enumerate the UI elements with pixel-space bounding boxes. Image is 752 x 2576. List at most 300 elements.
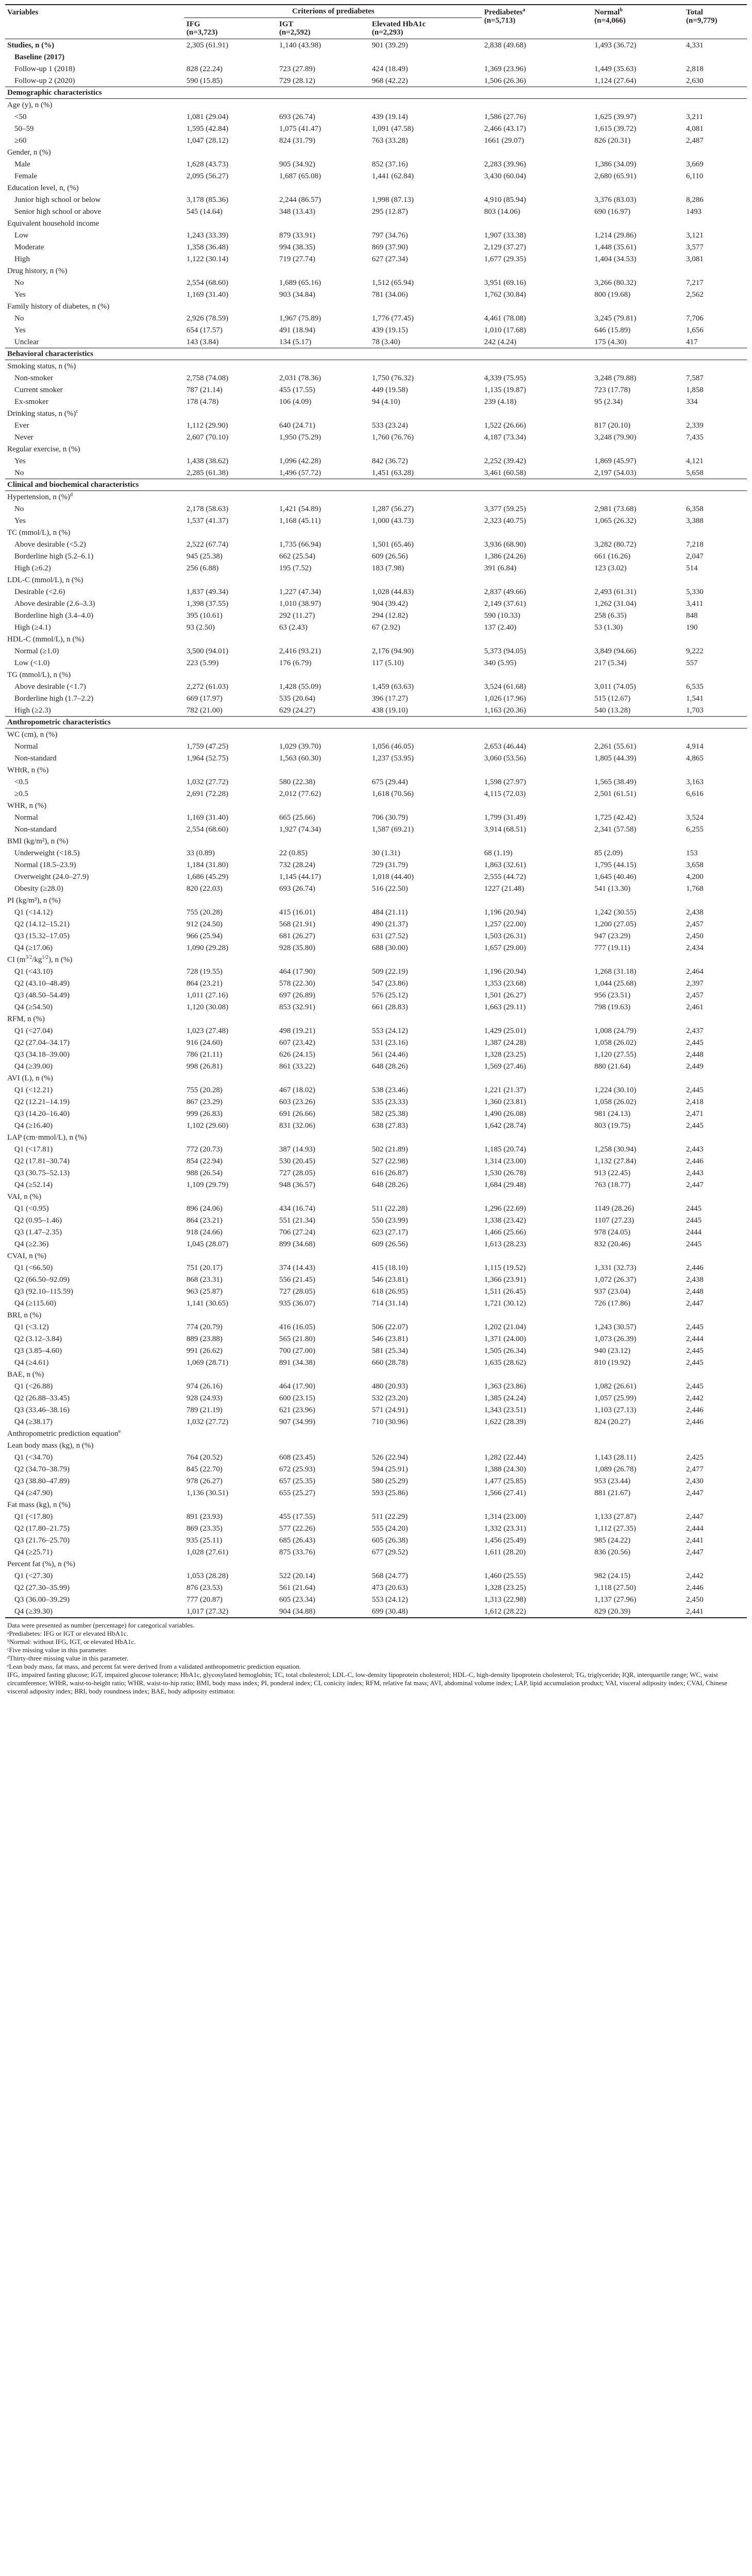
value-cell: 1,140 (43.98) <box>279 41 321 49</box>
value-cell: 6,535 <box>686 682 704 691</box>
variable-label-text: Q4 (≥54.50) <box>14 1003 53 1011</box>
value-cell <box>482 51 592 63</box>
value-cell: 4,910 (85.94) <box>484 195 526 204</box>
value-cell <box>277 835 370 847</box>
value-cell <box>184 954 277 965</box>
value-cell: 1,096 (42.28) <box>279 456 321 465</box>
variable-label-text: Gender, n (%) <box>7 148 51 157</box>
value-cell: 880 (21.64) <box>594 1062 631 1071</box>
variable-label-text: <50 <box>14 112 27 121</box>
value-cell <box>592 574 684 586</box>
variable-label <box>5 1416 184 1428</box>
variable-label <box>5 598 184 609</box>
value-cell: 968 (42.22) <box>372 76 408 85</box>
value-cell: 891 (23.93) <box>186 1512 223 1521</box>
value-cell: 868 (23.31) <box>186 1275 223 1284</box>
variable-label-text: Unclear <box>14 337 39 346</box>
value-cell: 535 (20.64) <box>279 694 315 703</box>
variable-label <box>5 965 184 977</box>
variable-label-text: Q3 (36.00–39.29) <box>14 1595 70 1604</box>
value-cell <box>370 51 482 63</box>
variable-label-text: 50–59 <box>14 124 34 133</box>
variable-label-text: AVI (L), n (%) <box>7 1074 53 1082</box>
group-row <box>5 1191 747 1202</box>
footnote-line: Data were presented as number (percentage) for categorical variables. <box>7 1621 195 1629</box>
value-cell: 3,163 <box>686 777 704 786</box>
variable-label-text: Above desirable (2.6–3.3) <box>14 599 95 608</box>
table-row <box>5 538 747 550</box>
value-cell: 1,163 (20.36) <box>484 706 526 715</box>
value-cell: 3,849 (94.66) <box>594 647 637 655</box>
value-cell: 1,386 (24.26) <box>484 552 526 561</box>
table-row <box>5 372 747 384</box>
value-cell: 1,135 (19.87) <box>484 385 526 394</box>
variable-label <box>5 1013 184 1025</box>
value-cell <box>482 894 592 906</box>
value-cell <box>482 443 592 455</box>
table-row <box>5 170 747 182</box>
table-row <box>5 1404 747 1416</box>
value-cell: 1,184 (31.80) <box>186 860 229 869</box>
value-cell: 340 (5.95) <box>484 658 517 667</box>
value-cell: 3,178 (85.36) <box>186 195 229 204</box>
variable-label <box>5 277 184 289</box>
value-cell: 728 (19.55) <box>186 967 223 976</box>
variable-label-text: Q1 (<43.10) <box>14 967 53 976</box>
value-cell: 2,555 (44.72) <box>484 872 526 881</box>
value-cell <box>482 574 592 586</box>
variable-label <box>5 123 184 134</box>
table-row <box>5 1605 747 1618</box>
value-cell <box>684 408 747 419</box>
value-cell <box>684 99 747 111</box>
value-cell: 1,332 (23.31) <box>484 1524 526 1533</box>
value-cell: 2445 <box>686 1204 702 1213</box>
table-row <box>5 704 747 717</box>
value-cell: 916 (24.60) <box>186 1038 223 1047</box>
value-cell: 1,196 (20.94) <box>484 967 526 976</box>
value-cell: 1,103 (27.13) <box>594 1405 637 1414</box>
variable-label <box>5 871 184 883</box>
variable-label <box>5 1357 184 1368</box>
value-cell: 1,045 (28.07) <box>186 1240 229 1248</box>
value-cell: 600 (23.15) <box>279 1394 315 1402</box>
value-cell <box>482 527 592 538</box>
variable-label <box>5 146 184 158</box>
value-cell: 1,725 (42.42) <box>594 813 637 822</box>
group-row <box>5 1131 747 1143</box>
value-cell: 1,618 (70.56) <box>372 789 414 798</box>
table-row <box>5 918 747 930</box>
value-cell: 2,176 (94.90) <box>372 647 414 655</box>
value-cell: 646 (15.89) <box>594 326 631 334</box>
value-cell: 928 (24.93) <box>186 1394 223 1402</box>
variable-label-text: Q3 (34.18–39.00) <box>14 1050 70 1059</box>
variable-label <box>5 431 184 443</box>
value-cell: 905 (34.92) <box>279 160 315 168</box>
value-cell: 498 (19.21) <box>279 1026 315 1035</box>
variable-label-text: Follow-up 2 (2020) <box>14 76 75 85</box>
value-cell <box>184 1013 277 1025</box>
value-cell: 1,338 (23.42) <box>484 1216 526 1225</box>
header-span-row <box>5 5 747 18</box>
value-cell: 786 (21.11) <box>186 1050 223 1059</box>
value-cell: 1,428 (55.09) <box>279 682 321 691</box>
value-cell: 464 (17.90) <box>279 1382 315 1391</box>
variable-label <box>5 1570 184 1582</box>
value-cell: 787 (21.14) <box>186 385 223 394</box>
variable-label-text: Q2 (43.10–48.49) <box>14 979 70 988</box>
value-cell: 1,398 (37.55) <box>186 599 229 608</box>
value-cell <box>684 1191 747 1202</box>
value-cell <box>482 669 592 681</box>
value-cell: 556 (21.45) <box>279 1275 315 1284</box>
value-cell: 1,759 (47.25) <box>186 742 229 751</box>
value-cell: 1,805 (44.39) <box>594 754 637 762</box>
value-cell: 3,430 (60.04) <box>484 172 526 180</box>
value-cell: 7,706 <box>686 314 704 323</box>
group-row <box>5 360 747 372</box>
value-cell: 535 (23.33) <box>372 1097 408 1106</box>
table-row <box>5 562 747 574</box>
value-cell <box>482 1309 592 1321</box>
value-cell: 657 (25.35) <box>279 1477 315 1485</box>
value-cell: 1,622 (28.39) <box>484 1417 526 1426</box>
value-cell <box>277 1131 370 1143</box>
value-cell: 1,169 (31.40) <box>186 813 229 822</box>
value-cell: 2,441 <box>684 1605 747 1618</box>
value-cell: 1,750 (76.32) <box>372 374 414 382</box>
value-cell: 1,768 <box>686 884 704 893</box>
variable-label <box>5 1191 184 1202</box>
variable-label <box>5 788 184 800</box>
variable-label <box>5 1143 184 1155</box>
value-cell: 582 (25.38) <box>372 1109 408 1118</box>
value-cell <box>277 527 370 538</box>
value-cell: 577 (22.26) <box>279 1524 315 1533</box>
variable-label-text: Q3 (1.47–2.35) <box>14 1228 62 1236</box>
value-cell: 800 (19.68) <box>594 290 631 299</box>
variable-label-text: Q4 (≥17.06) <box>14 943 53 952</box>
value-cell: 681 (26.27) <box>279 931 315 940</box>
table-row <box>5 1463 747 1475</box>
value-cell: 2,445 <box>686 1382 704 1391</box>
value-cell: 515 (12.67) <box>594 694 631 703</box>
value-cell: 732 (28.24) <box>279 860 315 869</box>
value-cell: 1,386 (34.09) <box>594 160 637 168</box>
value-cell: 1,058 (26.02) <box>594 1097 637 1106</box>
value-cell: 3,081 <box>686 255 704 263</box>
value-cell: 2,448 <box>686 1287 704 1296</box>
variable-label <box>5 1048 184 1060</box>
value-cell <box>592 1013 684 1025</box>
value-cell: 1,863 (32.61) <box>484 860 526 869</box>
value-cell: 9,222 <box>686 647 704 655</box>
variable-label-text: TC (mmol/L), n (%) <box>7 528 71 537</box>
value-cell <box>482 265 592 277</box>
value-cell: 2,464 <box>686 967 704 976</box>
table-row <box>5 609 747 621</box>
value-cell: 2,425 <box>686 1453 704 1462</box>
value-cell: 1,762 (30.84) <box>484 290 526 299</box>
value-cell: 3,248 (79.88) <box>594 374 637 382</box>
table-row <box>5 1594 747 1605</box>
value-cell: 530 (20.45) <box>279 1157 315 1165</box>
value-cell: 2,477 <box>686 1465 704 1473</box>
value-cell: 3,388 <box>686 516 704 525</box>
variable-label <box>5 1214 184 1226</box>
variable-label-text: Q3 (33.46–38.16) <box>14 1405 70 1414</box>
value-cell: 491 (18.94) <box>279 326 315 334</box>
value-cell: 755 (20.28) <box>186 908 223 917</box>
value-cell: 618 (26.95) <box>372 1287 408 1296</box>
value-cell <box>684 954 747 965</box>
variable-label <box>5 1120 184 1131</box>
value-cell: 416 (16.05) <box>279 1323 315 1331</box>
variable-label-text: Male <box>14 160 30 168</box>
value-cell: 2,445 <box>686 1086 704 1094</box>
value-cell: 551 (21.34) <box>279 1216 315 1225</box>
variable-label-text: WHtR, n (%) <box>7 766 49 774</box>
value-cell: 3,060 (53.56) <box>484 754 526 762</box>
value-cell: 1,257 (22.00) <box>484 920 526 928</box>
value-cell: 1,595 (42.84) <box>186 124 229 133</box>
table-row <box>5 1345 747 1357</box>
group-row <box>5 39 747 52</box>
variable-label <box>5 835 184 847</box>
value-cell: 714 (31.14) <box>372 1299 408 1308</box>
value-cell: 1,044 (25.68) <box>594 979 637 988</box>
value-cell: 1,137 (27.96) <box>594 1595 637 1604</box>
variable-label <box>5 1392 184 1404</box>
value-cell <box>592 800 684 811</box>
variable-label-text: <0.5 <box>14 777 29 786</box>
variable-label <box>5 158 184 170</box>
value-cell: 1,057 (25.99) <box>594 1394 637 1402</box>
value-cell: 2445 <box>686 1240 702 1248</box>
variable-label <box>5 217 184 229</box>
value-cell <box>370 1250 482 1262</box>
value-cell <box>184 894 277 906</box>
value-cell <box>370 408 482 419</box>
header-normal: Normal$^b$ (n=4,066) <box>592 5 684 39</box>
value-cell: 242 (4.24) <box>484 337 517 346</box>
value-cell: 662 (25.54) <box>279 552 315 561</box>
variable-label <box>5 206 184 217</box>
table-row <box>5 431 747 443</box>
value-cell: 1,613 (28.23) <box>484 1240 526 1248</box>
variable-label-text: Obesity (≥28.0) <box>14 884 63 893</box>
value-cell: 53 (1.30) <box>594 623 623 632</box>
value-cell <box>592 491 684 503</box>
value-cell: 2,680 (65.91) <box>594 172 637 180</box>
group-row <box>5 728 747 741</box>
variable-label <box>5 527 184 538</box>
value-cell: 2,261 (55.61) <box>594 742 637 751</box>
value-cell <box>277 408 370 419</box>
variable-label <box>5 372 184 384</box>
variable-label-text: WHR, n (%) <box>7 801 47 810</box>
value-cell: 947 (23.29) <box>594 931 631 940</box>
value-cell: 1,460 (25.55) <box>484 1571 526 1580</box>
value-cell: 2,272 (61.03) <box>186 682 229 691</box>
variable-label-text: Q1 (<27.30) <box>14 1571 53 1580</box>
value-cell: 1,089 (26.78) <box>594 1465 637 1473</box>
value-cell: 2,443 <box>686 1145 704 1154</box>
value-cell: 672 (25.93) <box>279 1465 315 1473</box>
table-row <box>5 1048 747 1060</box>
value-cell: 1,404 (34.53) <box>594 255 637 263</box>
value-cell: 1,118 (27.50) <box>594 1583 636 1592</box>
value-cell: 1,385 (24.24) <box>484 1394 526 1402</box>
variable-label-text: Smoking status, n (%) <box>7 362 76 370</box>
variable-label <box>5 776 184 788</box>
variable-label-text: Q1 (<0.95) <box>14 1204 49 1213</box>
value-cell <box>684 764 747 776</box>
value-cell <box>184 1131 277 1143</box>
table-row <box>5 1416 747 1428</box>
table-row <box>5 503 747 515</box>
group-row <box>5 1499 747 1511</box>
value-cell: 1,196 (20.94) <box>484 908 526 917</box>
table-row <box>5 1357 747 1368</box>
value-cell <box>482 146 592 158</box>
variable-label-text: Q3 (15.32–17.05) <box>14 931 70 940</box>
value-cell: 1,438 (38.62) <box>186 456 229 465</box>
value-cell: 1,296 (22.69) <box>484 1204 526 1213</box>
variable-label-text: Non-smoker <box>14 374 53 382</box>
value-cell <box>277 1309 370 1321</box>
value-cell <box>482 1368 592 1380</box>
value-cell <box>482 954 592 965</box>
table-row <box>5 1084 747 1096</box>
value-cell: 1,967 (75.89) <box>279 314 321 323</box>
value-cell: 879 (33.91) <box>279 231 315 240</box>
value-cell: 854 (22.94) <box>186 1157 223 1165</box>
value-cell: 1,011 (27.16) <box>186 991 228 999</box>
variable-label <box>5 692 184 704</box>
value-cell: 2,441 <box>686 1536 704 1545</box>
variable-label-text: Q1 (<14.12) <box>14 908 53 917</box>
value-cell: 176 (6.79) <box>279 658 312 667</box>
value-cell: 578 (22.30) <box>279 979 315 988</box>
value-cell: 2,981 (73.68) <box>594 504 637 513</box>
variable-label-text: Q1 (<17.81) <box>14 1145 53 1154</box>
variable-label-text: Q2 (17.80–21.75) <box>14 1524 70 1533</box>
value-cell: 522 (20.14) <box>279 1571 315 1580</box>
table-row <box>5 1380 747 1392</box>
variable-label <box>5 253 184 265</box>
value-cell <box>482 1558 592 1570</box>
variable-label <box>5 1605 184 1618</box>
value-cell: 1,656 <box>686 326 704 334</box>
value-cell: 541 (13.30) <box>594 884 631 893</box>
value-cell <box>277 1499 370 1511</box>
table-row <box>5 1037 747 1048</box>
value-cell: 665 (25.66) <box>279 813 315 822</box>
variable-label <box>5 1262 184 1274</box>
value-cell: 3,377 (59.25) <box>484 504 526 513</box>
value-cell: 1,612 (28.22) <box>482 1605 592 1618</box>
variable-label <box>5 396 184 408</box>
value-cell <box>277 1072 370 1084</box>
value-cell: 3,577 <box>686 243 704 251</box>
variable-label <box>5 1558 184 1570</box>
value-cell <box>184 527 277 538</box>
variable-label-text: Q3 (92.10–115.59) <box>14 1287 74 1296</box>
value-cell: 2,457 <box>686 920 704 928</box>
value-cell: 876 (23.53) <box>186 1583 223 1592</box>
variable-label <box>5 467 184 479</box>
value-cell: 1,023 (27.48) <box>186 1026 229 1035</box>
value-cell: 374 (14.43) <box>279 1263 315 1272</box>
variable-label-text: Borderline high (1.7–2.2) <box>14 694 94 703</box>
value-cell <box>370 360 482 372</box>
table-row <box>5 1487 747 1499</box>
value-cell: 1,032 (27.72) <box>186 1417 229 1426</box>
value-cell: 1,112 (27.35) <box>594 1524 636 1533</box>
value-cell: 640 (24.71) <box>279 421 315 430</box>
value-cell: 831 (32.06) <box>279 1121 315 1130</box>
value-cell: 1,115 (19.52) <box>484 1263 526 1272</box>
value-cell: 1,799 (31.49) <box>484 813 526 822</box>
value-cell: 143 (3.84) <box>186 337 219 346</box>
variable-label-text: CVAI, n (%) <box>7 1251 46 1260</box>
value-cell: 1,069 (28.71) <box>186 1358 229 1367</box>
value-cell: 1,496 (57.72) <box>279 468 321 477</box>
value-cell: 2,653 (46.44) <box>484 742 526 751</box>
value-cell: 1,541 <box>686 694 704 703</box>
value-cell: 828 (22.24) <box>186 64 223 73</box>
value-cell: 697 (26.89) <box>279 991 315 999</box>
variable-label-text: Above desirable (<5.2) <box>14 540 86 549</box>
value-cell: 153 <box>686 849 698 857</box>
value-cell: 2,630 <box>686 76 704 85</box>
value-cell <box>370 894 482 906</box>
group-row <box>5 954 747 965</box>
value-cell: 1,363 (23.86) <box>484 1382 526 1391</box>
variable-label <box>5 847 184 859</box>
value-cell <box>482 728 592 741</box>
value-cell: 1,512 (65.94) <box>372 278 414 287</box>
variable-label <box>5 491 184 503</box>
group-row <box>5 835 747 847</box>
value-cell <box>370 300 482 312</box>
value-cell: 547 (23.86) <box>372 979 408 988</box>
value-cell: 1,625 (39.97) <box>594 112 637 121</box>
value-cell: 810 (19.92) <box>594 1358 631 1367</box>
group-row <box>5 894 747 906</box>
variable-label <box>5 562 184 574</box>
value-cell: 527 (22.98) <box>372 1157 408 1165</box>
value-cell <box>592 1499 684 1511</box>
footnote-line: ᵉLean body mass, fat mass, and percent fat were derived from a validated anthropometric prediction equation. <box>7 1663 301 1670</box>
table-row <box>5 823 747 835</box>
value-cell: 999 (26.83) <box>186 1109 223 1118</box>
value-cell <box>277 1191 370 1202</box>
value-cell: 2,445 <box>686 1121 704 1130</box>
value-cell: 763 (18.77) <box>594 1180 631 1189</box>
value-cell: 2,149 (37.61) <box>484 599 526 608</box>
value-cell <box>684 491 747 503</box>
section-label: Behavioral characteristics <box>5 348 747 360</box>
value-cell: 553 (24.12) <box>372 1026 408 1035</box>
value-cell: 2445 <box>686 1216 702 1225</box>
value-cell: 561 (21.64) <box>279 1583 315 1592</box>
value-cell: 677 (29.52) <box>372 1548 408 1556</box>
value-cell <box>370 728 482 741</box>
value-cell <box>592 146 684 158</box>
